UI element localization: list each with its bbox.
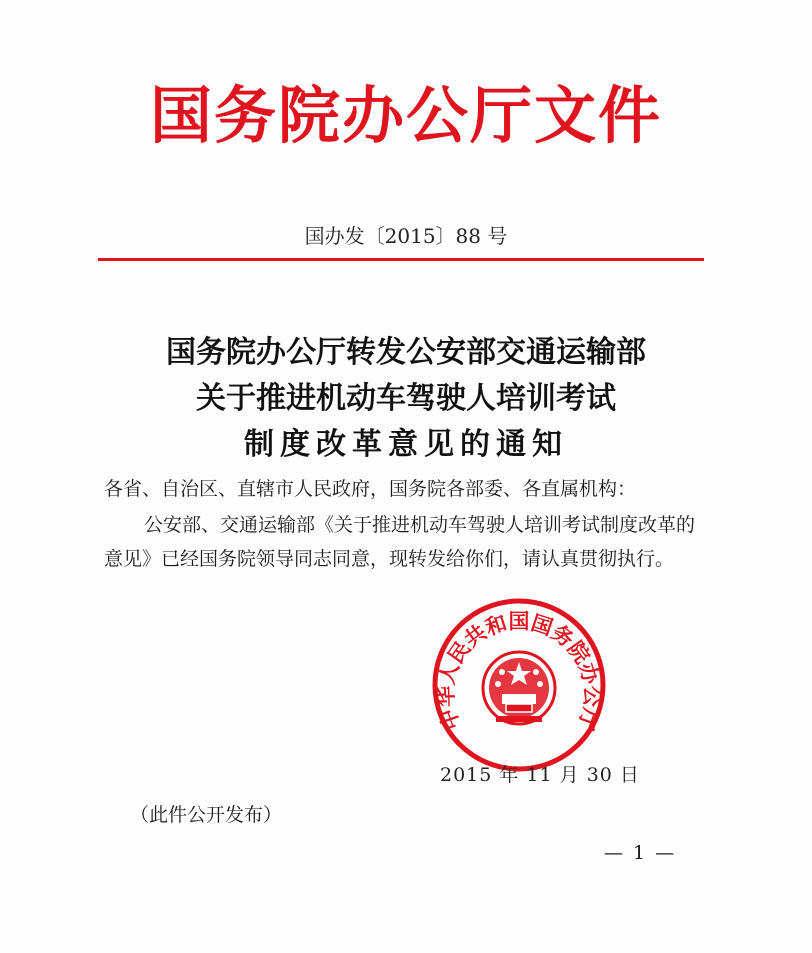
public-release-note: （此件公开发布）: [130, 804, 283, 826]
red-divider-line: [98, 258, 704, 261]
notice-title-line-1: 国务院办公厅转发公安部交通运输部: [166, 335, 646, 370]
national-emblem-icon: [483, 652, 555, 724]
document-header-title: 国务院办公厅文件: [149, 79, 662, 152]
addressee-line: 各省、自治区、直辖市人民政府，国务院各部委、各直属机构：: [104, 478, 637, 500]
notice-title-line-3: 制度改革意见的通知: [244, 427, 568, 462]
notice-title: [0, 330, 812, 468]
notice-body: 公安部、交通运输部《关于推进机动车驾驶人培训考试制度改革的意见》已经国务院领导同志同意，现转发给你们，请认真贯彻执行。: [104, 514, 696, 570]
notice-title-line-2: 关于推进机动车驾驶人培训考试: [196, 381, 616, 416]
issue-date: 2015 年 11 月 30 日: [440, 764, 640, 786]
seal-text-path: 中华人民共和国国务院办公厅: [433, 609, 605, 734]
document-number: 国办发〔2015〕88 号: [304, 224, 508, 248]
official-seal: [430, 596, 608, 774]
page-number: — 1 —: [604, 842, 677, 864]
